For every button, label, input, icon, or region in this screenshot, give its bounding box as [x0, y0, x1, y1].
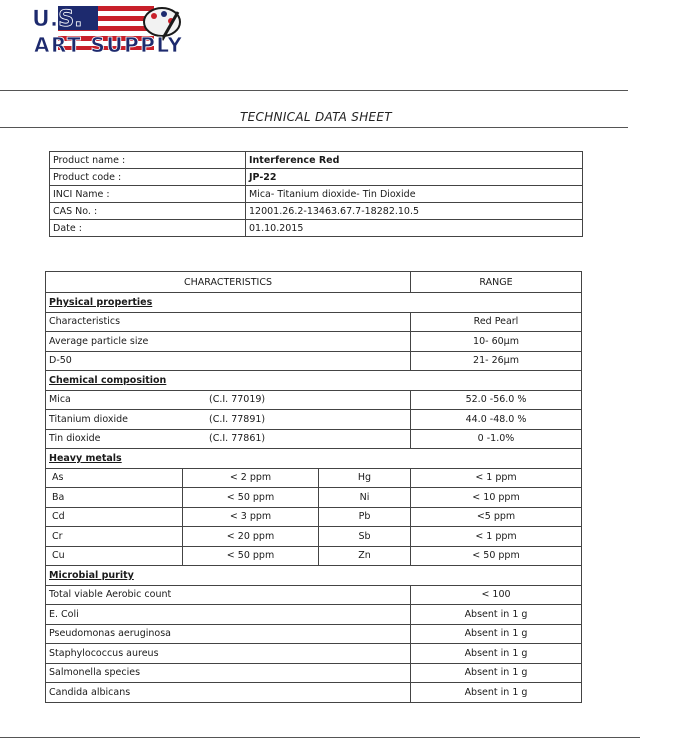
row-name: Total viable Aerobic count — [46, 585, 411, 605]
metal-name: Pb — [319, 507, 411, 527]
metal-name: Sb — [319, 527, 411, 547]
metal-limit: <5 ppm — [411, 507, 582, 527]
row-name: Salmonella species — [46, 663, 411, 683]
table-row — [46, 390, 582, 410]
metal-limit: < 50 ppm — [183, 546, 319, 566]
table-row — [46, 605, 582, 625]
bottom-rule — [0, 737, 640, 738]
metal-name: Hg — [319, 468, 411, 488]
info-value: Mica- Titanium dioxide- Tin Dioxide — [246, 186, 583, 203]
section-row — [46, 449, 582, 469]
us-art-supply-logo — [28, 4, 188, 58]
table-row — [46, 488, 582, 508]
info-label: Date : — [50, 220, 246, 237]
characteristics-table — [45, 271, 582, 703]
info-value: Interference Red — [246, 152, 583, 169]
ci-number: (C.I. 77891) — [209, 413, 266, 425]
row-name: D-50 — [46, 351, 411, 371]
metal-name: Cu — [46, 546, 183, 566]
row-range: 52.0 -56.0 % — [411, 390, 582, 410]
row-range: < 100 — [411, 585, 582, 605]
row-name: Titanium dioxide — [49, 413, 128, 425]
section-heading: Microbial purity — [46, 566, 582, 586]
row-range: Absent in 1 g — [411, 624, 582, 644]
table-row — [46, 683, 582, 703]
table-row — [46, 468, 582, 488]
ci-number: (C.I. 77861) — [209, 433, 266, 445]
row-range: 21- 26µm — [411, 351, 582, 371]
info-value: 12001.26.2-13463.67.7-18282.10.5 — [246, 203, 583, 220]
metal-name: Cr — [46, 527, 183, 547]
metal-limit: < 20 ppm — [183, 527, 319, 547]
ci-number: (C.I. 77019) — [209, 394, 266, 406]
row-name-cell — [46, 429, 411, 449]
metal-limit: < 1 ppm — [411, 527, 582, 547]
row-name: Pseudomonas aeruginosa — [46, 624, 411, 644]
metal-limit: < 1 ppm — [411, 468, 582, 488]
row-name: Tin dioxide — [49, 433, 101, 445]
row-range: 44.0 -48.0 % — [411, 410, 582, 430]
top-rule — [0, 90, 628, 91]
row-range: 10- 60µm — [411, 332, 582, 352]
info-row — [50, 152, 583, 169]
info-row — [50, 169, 583, 186]
table-row — [46, 429, 582, 449]
table-row — [46, 410, 582, 430]
info-label: Product code : — [50, 169, 246, 186]
metal-name: Ba — [46, 488, 183, 508]
table-row — [46, 546, 582, 566]
section-row — [46, 566, 582, 586]
info-label: Product name : — [50, 152, 246, 169]
row-name: Mica — [49, 394, 71, 406]
logo-line2: ART SUPPLY — [34, 33, 182, 57]
row-name: Staphylococcus aureus — [46, 644, 411, 664]
row-range: Absent in 1 g — [411, 683, 582, 703]
section-heading: Physical properties — [46, 293, 582, 313]
metal-name: As — [46, 468, 183, 488]
section-heading: Chemical composition — [46, 371, 582, 391]
table-row — [46, 351, 582, 371]
row-name-cell — [46, 390, 411, 410]
table-row — [46, 332, 582, 352]
info-value: 01.10.2015 — [246, 220, 583, 237]
column-header-characteristics: CHARACTERISTICS — [46, 272, 411, 293]
info-value: JP-22 — [246, 169, 583, 186]
logo-line1: U.S. — [32, 7, 83, 32]
info-row — [50, 203, 583, 220]
metal-name: Ni — [319, 488, 411, 508]
metal-limit: < 10 ppm — [411, 488, 582, 508]
row-range: Red Pearl — [411, 312, 582, 332]
section-row — [46, 293, 582, 313]
info-label: INCI Name : — [50, 186, 246, 203]
table-row — [46, 585, 582, 605]
title-rule — [0, 127, 628, 128]
row-name: E. Coli — [46, 605, 411, 625]
table-row — [46, 312, 582, 332]
info-label: CAS No. : — [50, 203, 246, 220]
info-row — [50, 186, 583, 203]
metal-limit: < 50 ppm — [183, 488, 319, 508]
section-heading: Heavy metals — [46, 449, 582, 469]
metal-name: Zn — [319, 546, 411, 566]
header-row — [46, 272, 582, 293]
row-name: Candida albicans — [46, 683, 411, 703]
table-row — [46, 527, 582, 547]
column-header-range: RANGE — [411, 272, 582, 293]
row-name-cell — [46, 410, 411, 430]
row-name: Average particle size — [46, 332, 411, 352]
table-row — [46, 644, 582, 664]
table-row — [46, 663, 582, 683]
row-range: 0 -1.0% — [411, 429, 582, 449]
metal-limit: < 3 ppm — [183, 507, 319, 527]
row-range: Absent in 1 g — [411, 663, 582, 683]
metal-limit: < 50 ppm — [411, 546, 582, 566]
document-title: TECHNICAL DATA SHEET — [240, 110, 392, 124]
product-info-table — [49, 151, 583, 237]
metal-name: Cd — [46, 507, 183, 527]
row-range: Absent in 1 g — [411, 644, 582, 664]
table-row — [46, 624, 582, 644]
row-name: Characteristics — [46, 312, 411, 332]
section-row — [46, 371, 582, 391]
metal-limit: < 2 ppm — [183, 468, 319, 488]
row-range: Absent in 1 g — [411, 605, 582, 625]
info-row — [50, 220, 583, 237]
table-row — [46, 507, 582, 527]
